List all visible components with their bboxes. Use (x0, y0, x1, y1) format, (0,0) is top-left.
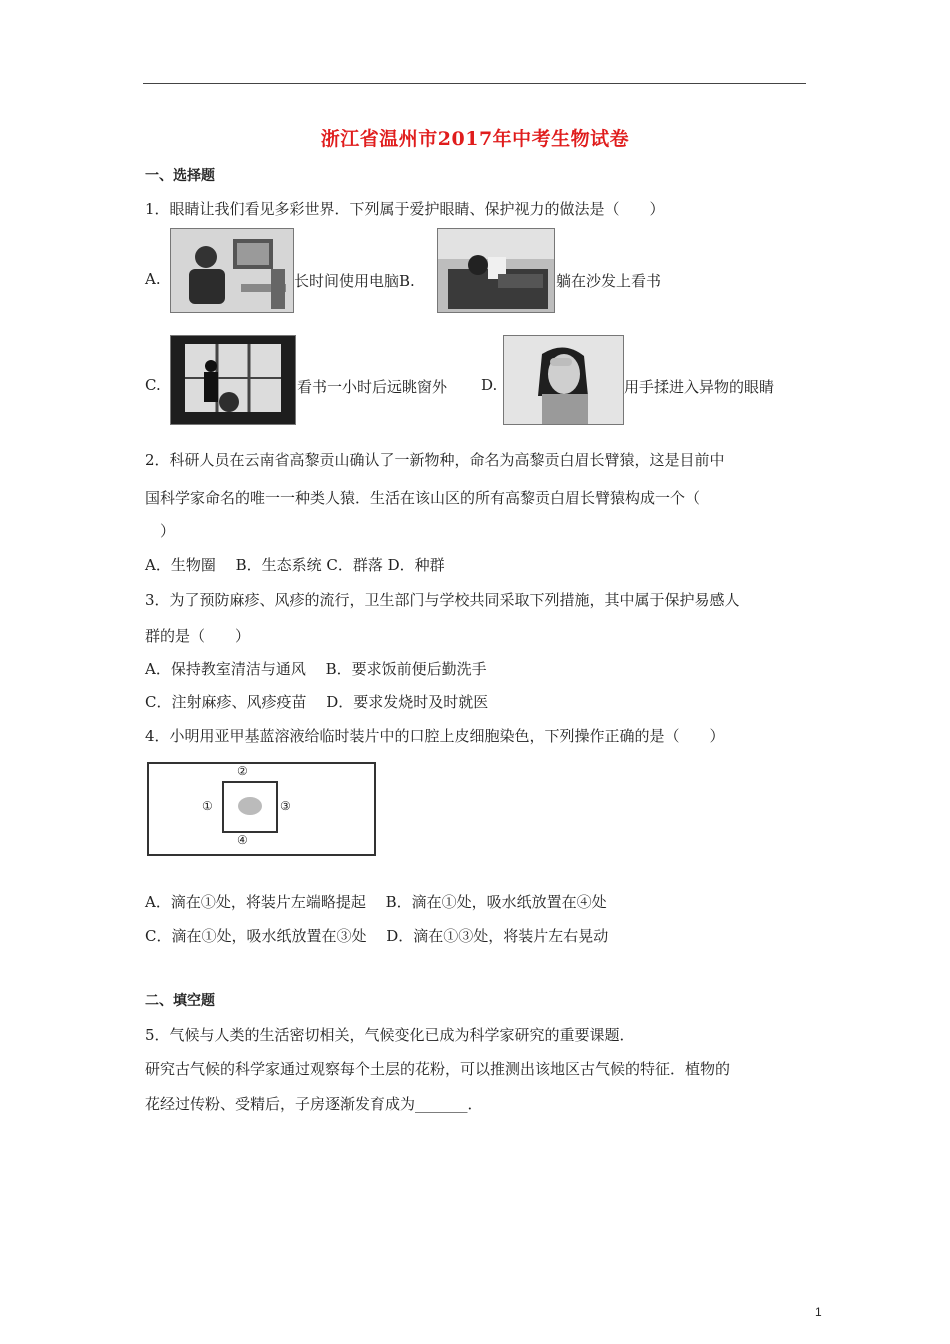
q1-option-c-label: C. (145, 376, 161, 394)
diagram-label-4: ④ (237, 833, 248, 847)
question-2-line-3: ） (160, 522, 176, 540)
q1-option-c-caption: 看书一小时后远眺窗外 (297, 378, 448, 396)
question-5-line-3: 花经过传粉、受精后，子房逐渐发育成为_______． (145, 1095, 483, 1113)
question-5-line-2: 研究古气候的科学家通过观察每个土层的花粉，可以推测出该地区古气候的特征．植物的 (145, 1060, 731, 1078)
question-2-options: A．生物圈 B．生态系统 C．群落 D．种群 (145, 556, 445, 574)
q1-option-c-photo (170, 335, 296, 425)
question-2-line-1: 2．科研人员在云南省高黎贡山确认了一新物种，命名为高黎贡白眉长臂猿，这是目前中 (145, 451, 725, 469)
q1-option-a-caption: 长时间使用电脑B. (294, 272, 415, 290)
q1-option-b-photo (437, 228, 555, 313)
q1-option-d-label: D. (481, 376, 498, 394)
page-title: 浙江省温州市2017年中考生物试卷 (320, 128, 630, 150)
section-heading-fill: 二、填空题 (145, 993, 215, 1009)
question-5-line-1: 5．气候与人类的生活密切相关，气候变化已成为科学家研究的重要课题． (145, 1026, 635, 1044)
question-1-stem: 1．眼睛让我们看见多彩世界．下列属于爱护眼睛、保护视力的做法是（ ） (145, 200, 665, 218)
question-3-line-2: 群的是（ ） (145, 627, 251, 645)
question-2-line-2: 国科学家命名的唯一一种类人猿．生活在该山区的所有高黎贡白眉长臂猿构成一个（ (145, 489, 701, 507)
question-4-options-ab: A．滴在①处，将装片左端略提起 B．滴在①处，吸水纸放置在④处 (145, 893, 607, 911)
q1-option-b-caption: 躺在沙发上看书 (556, 272, 662, 290)
diagram-label-2: ② (237, 764, 248, 778)
question-4-stem: 4．小明用亚甲基蓝溶液给临时装片中的口腔上皮细胞染色，下列操作正确的是（ ） (145, 727, 725, 745)
question-3-line-1: 3．为了预防麻疹、风疹的流行，卫生部门与学校共同采取下列措施，其中属于保护易感人 (145, 591, 740, 609)
slide-diagram (147, 762, 376, 856)
page-number: 1 (815, 1305, 822, 1319)
question-3-options-cd: C．注射麻疹、风疹疫苗 D．要求发烧时及时就医 (145, 693, 489, 711)
header-rule (143, 83, 806, 84)
diagram-label-1: ① (202, 799, 213, 813)
q1-option-a-photo (170, 228, 294, 313)
diagram-label-3: ③ (280, 799, 291, 813)
q1-option-d-photo (503, 335, 624, 425)
question-4-options-cd: C．滴在①处，吸水纸放置在③处 D．滴在①③处，将装片左右晃动 (145, 927, 609, 945)
specimen (238, 797, 262, 815)
q1-option-d-caption: 用手揉进入异物的眼睛 (624, 378, 775, 396)
q1-option-a-label: A. (145, 270, 161, 288)
question-3-options-ab: A．保持教室清洁与通风 B．要求饭前便后勤洗手 (145, 660, 487, 678)
section-heading-choice: 一、选择题 (145, 168, 215, 184)
cover-slip (222, 781, 278, 833)
